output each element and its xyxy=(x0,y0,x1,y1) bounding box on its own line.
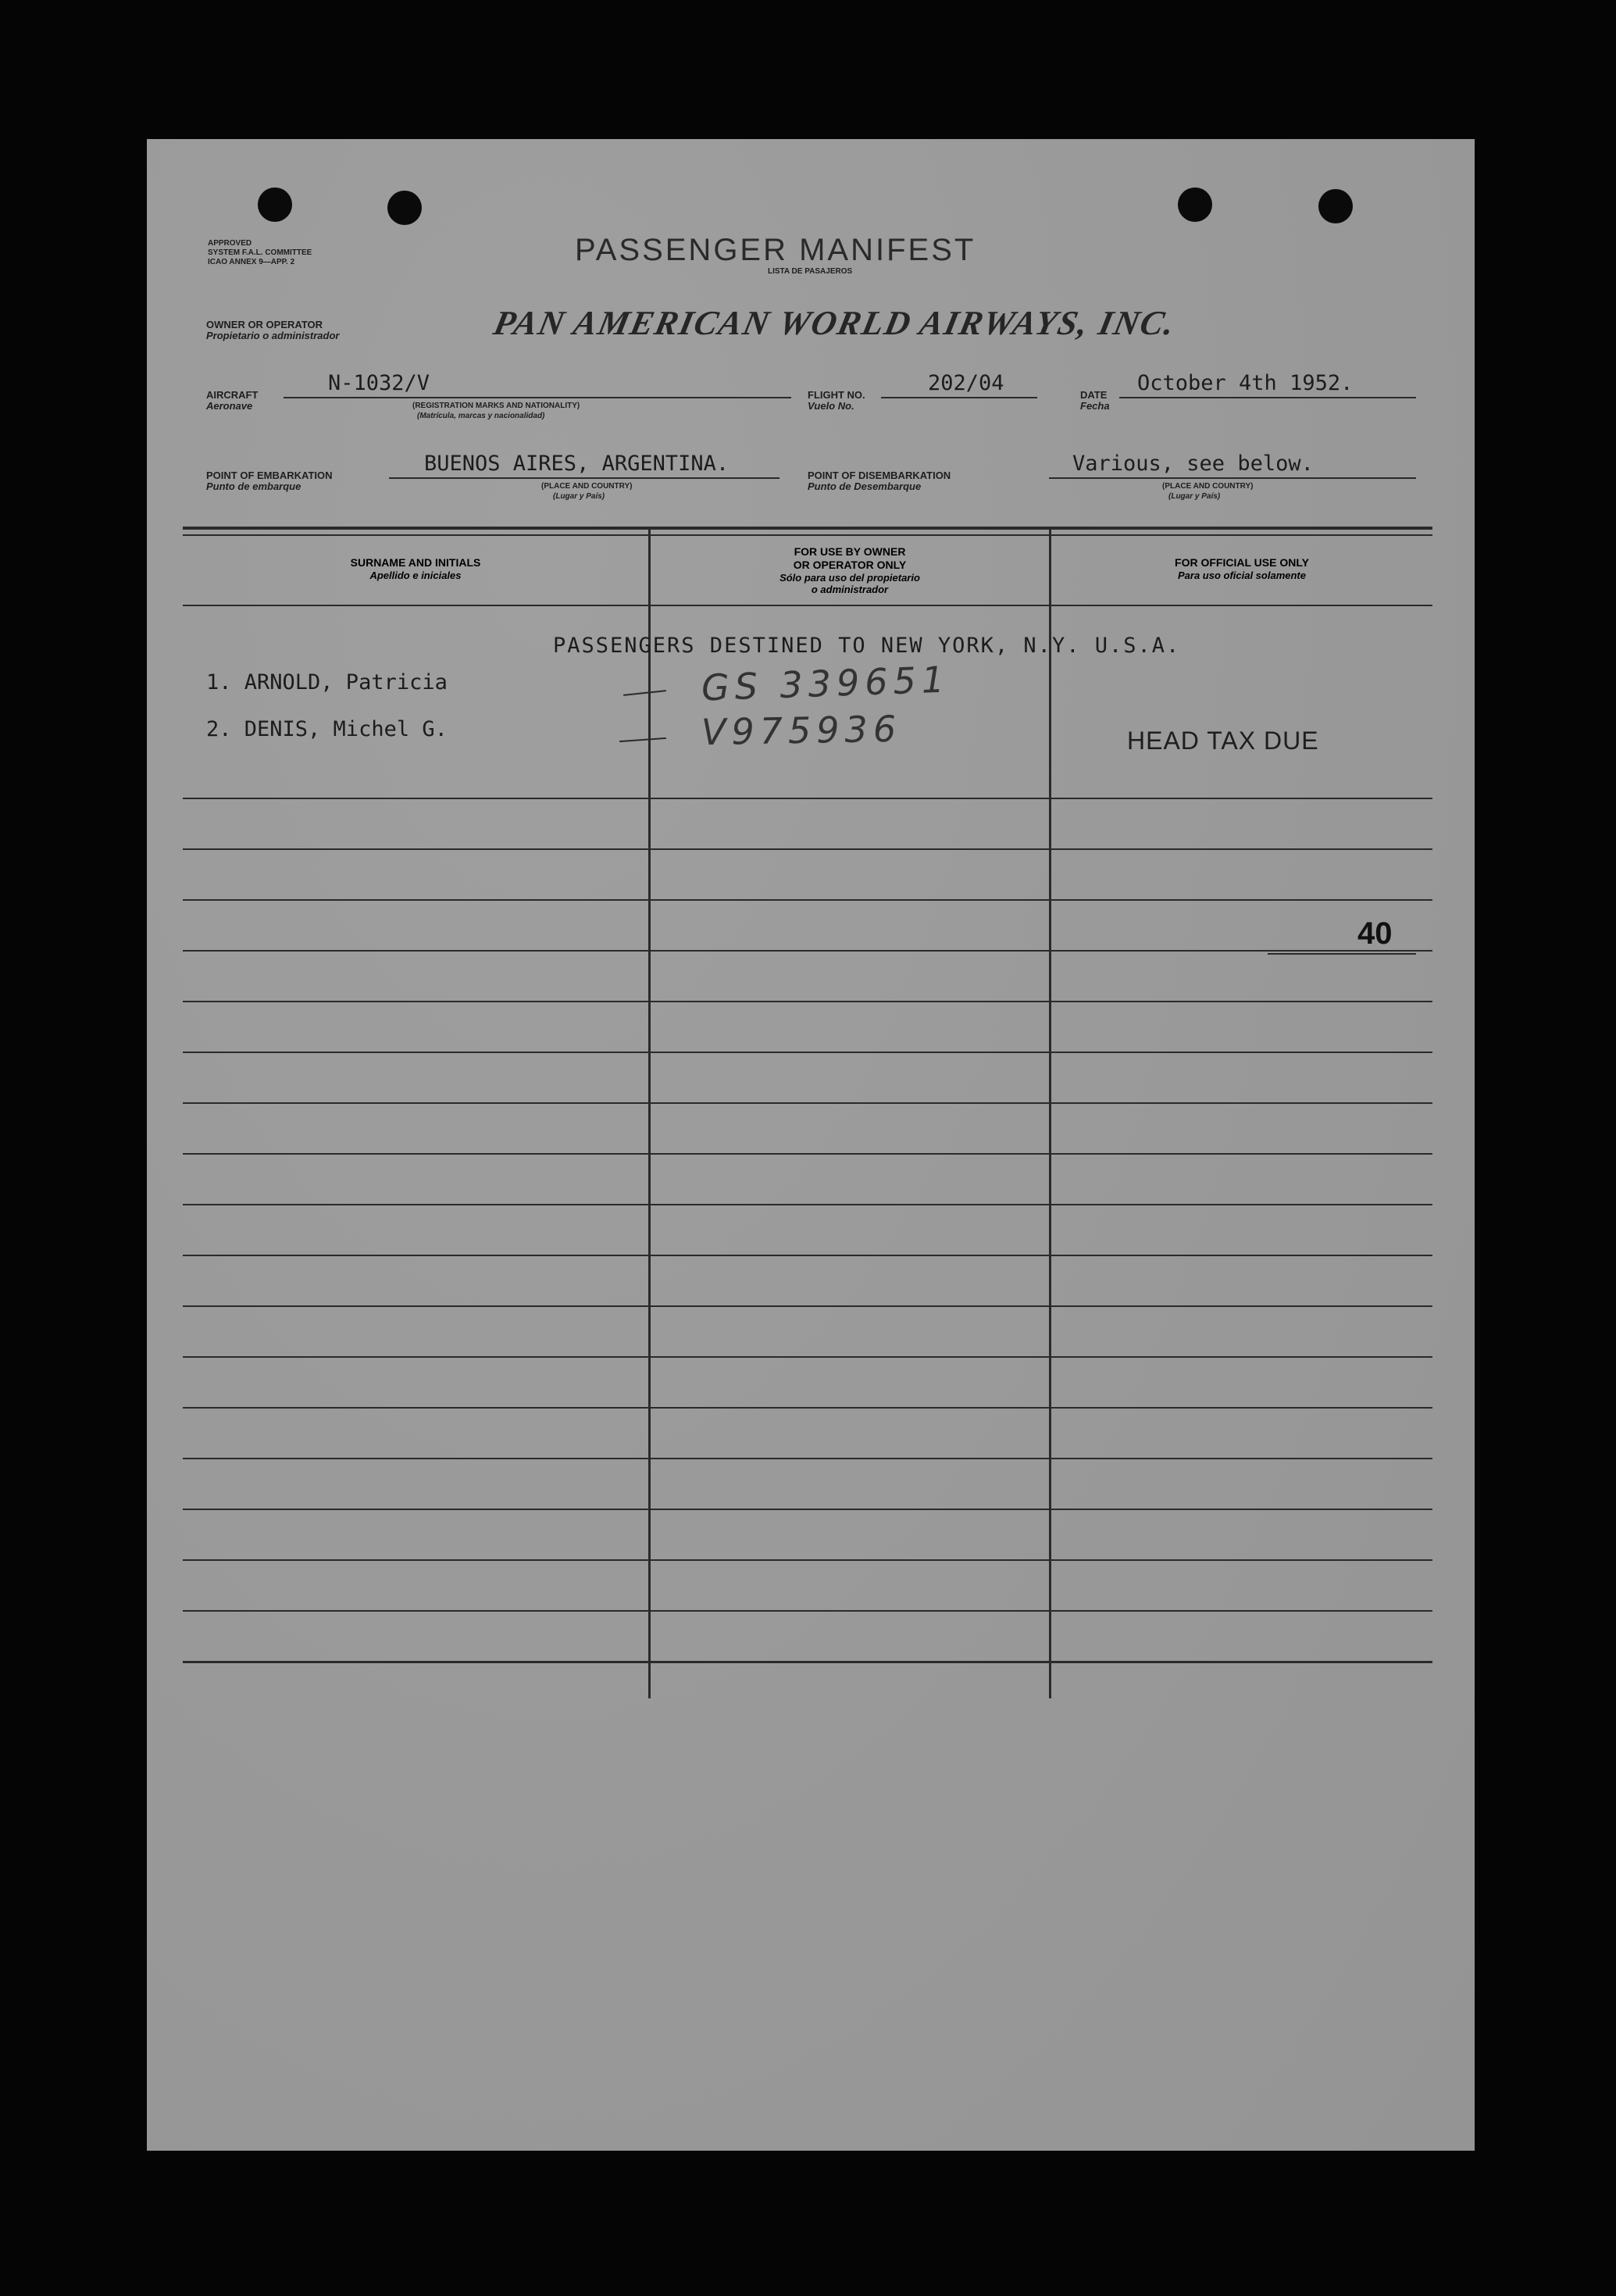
row-line xyxy=(183,950,1432,952)
row-line xyxy=(183,1458,1432,1459)
aircraft-label: AIRCRAFT xyxy=(206,389,259,401)
row-line xyxy=(183,1153,1432,1155)
row-line xyxy=(183,1001,1432,1002)
operator-name: PAN AMERICAN WORLD AIRWAYS, INC. xyxy=(490,304,1179,342)
column-header-official xyxy=(1051,556,1432,581)
disembarkation-value: Various, see below. xyxy=(1072,452,1314,476)
row-line xyxy=(183,1356,1432,1358)
operator-note: GS 339651 xyxy=(701,658,951,709)
form-title: PASSENGER MANIFEST xyxy=(575,233,976,267)
approval-block xyxy=(208,239,312,267)
flight-label-es: Vuelo No. xyxy=(808,400,854,412)
disembarkation-label-es: Punto de Desembarque xyxy=(808,480,922,492)
flight-underline xyxy=(881,397,1037,398)
column-header-surname xyxy=(183,556,648,581)
disembarkation-underline xyxy=(1049,477,1416,479)
row-line xyxy=(183,1305,1432,1307)
column-subtitle: Apellido e iniciales xyxy=(369,570,462,581)
total-underline xyxy=(1268,953,1416,955)
date-label-es: Fecha xyxy=(1080,400,1110,412)
embarkation-note: (PLACE AND COUNTRY) xyxy=(541,482,633,491)
disembarkation-note: (PLACE AND COUNTRY) xyxy=(1162,482,1254,491)
header-bottom-rule xyxy=(183,605,1432,606)
row-line xyxy=(183,1255,1432,1256)
approval-line: ICAO ANNEX 9—APP. 2 xyxy=(208,258,295,266)
disembarkation-label: POINT OF DISEMBARKATION xyxy=(808,470,951,481)
aircraft-value: N-1032/V xyxy=(328,371,430,395)
row-line xyxy=(183,1559,1432,1561)
column-header-operator xyxy=(651,545,1049,595)
column-subtitle: Sólo para uso del propietario o administrador xyxy=(779,572,920,595)
aircraft-underline xyxy=(284,397,791,398)
row-line xyxy=(183,798,1432,799)
flight-label: FLIGHT NO. xyxy=(808,389,865,401)
column-title: FOR USE BY OWNER OR OPERATOR ONLY xyxy=(793,545,907,571)
table-top-rule xyxy=(183,534,1432,536)
punch-hole xyxy=(258,187,292,222)
disembarkation-note-es: (Lugar y País) xyxy=(1168,492,1221,501)
approval-line: APPROVED xyxy=(208,239,252,248)
embarkation-underline xyxy=(389,477,779,479)
owner-label: OWNER OR OPERATOR xyxy=(206,319,323,330)
row-line xyxy=(183,1407,1432,1409)
row-line xyxy=(183,1204,1432,1205)
table-top-rule xyxy=(183,527,1432,530)
table-bottom-rule xyxy=(183,1661,1432,1663)
row-line xyxy=(183,848,1432,850)
punch-hole xyxy=(1178,187,1212,222)
column-divider xyxy=(1049,527,1051,1698)
aircraft-note: (REGISTRATION MARKS AND NATIONALITY) xyxy=(412,402,580,410)
row-line xyxy=(183,1610,1432,1612)
approval-line: SYSTEM F.A.L. COMMITTEE xyxy=(208,248,312,257)
row-line xyxy=(183,1509,1432,1510)
row-line xyxy=(183,1102,1432,1104)
date-value: October 4th 1952. xyxy=(1137,371,1354,395)
owner-label-es: Propietario o administrador xyxy=(206,330,340,341)
date-underline xyxy=(1119,397,1416,398)
section-heading: PASSENGERS DESTINED TO NEW YORK, N.Y. U.S.A. xyxy=(553,634,1181,658)
flight-value: 202/04 xyxy=(928,371,1004,395)
punch-hole xyxy=(387,191,422,225)
column-subtitle: Para uso oficial solamente xyxy=(1177,570,1306,581)
embarkation-note-es: (Lugar y País) xyxy=(553,492,605,501)
handwritten-dash xyxy=(619,737,666,742)
embarkation-label-es: Punto de embarque xyxy=(206,480,301,492)
head-tax-stamp: HEAD TAX DUE xyxy=(1127,727,1319,755)
passenger-name: 2. DENIS, Michel G. xyxy=(206,717,448,741)
punch-hole xyxy=(1318,189,1353,223)
date-label: DATE xyxy=(1080,389,1108,401)
embarkation-value: BUENOS AIRES, ARGENTINA. xyxy=(424,452,730,476)
official-total: 40 xyxy=(1357,916,1393,951)
form-subtitle: LISTA DE PASAJEROS xyxy=(768,267,853,276)
column-divider xyxy=(648,527,651,1698)
row-line xyxy=(183,899,1432,901)
passenger-name: 1. ARNOLD, Patricia xyxy=(206,670,448,695)
column-title: FOR OFFICIAL USE ONLY xyxy=(1175,556,1309,569)
manifest-page xyxy=(147,139,1475,2151)
row-line xyxy=(183,1052,1432,1053)
handwritten-dash xyxy=(623,690,666,696)
embarkation-label: POINT OF EMBARKATION xyxy=(206,470,333,481)
aircraft-note-es: (Matrícula, marcas y nacionalidad) xyxy=(417,412,545,420)
operator-note: V975936 xyxy=(701,707,902,754)
aircraft-label-es: Aeronave xyxy=(206,400,253,412)
column-title: SURNAME AND INITIALS xyxy=(350,556,481,569)
